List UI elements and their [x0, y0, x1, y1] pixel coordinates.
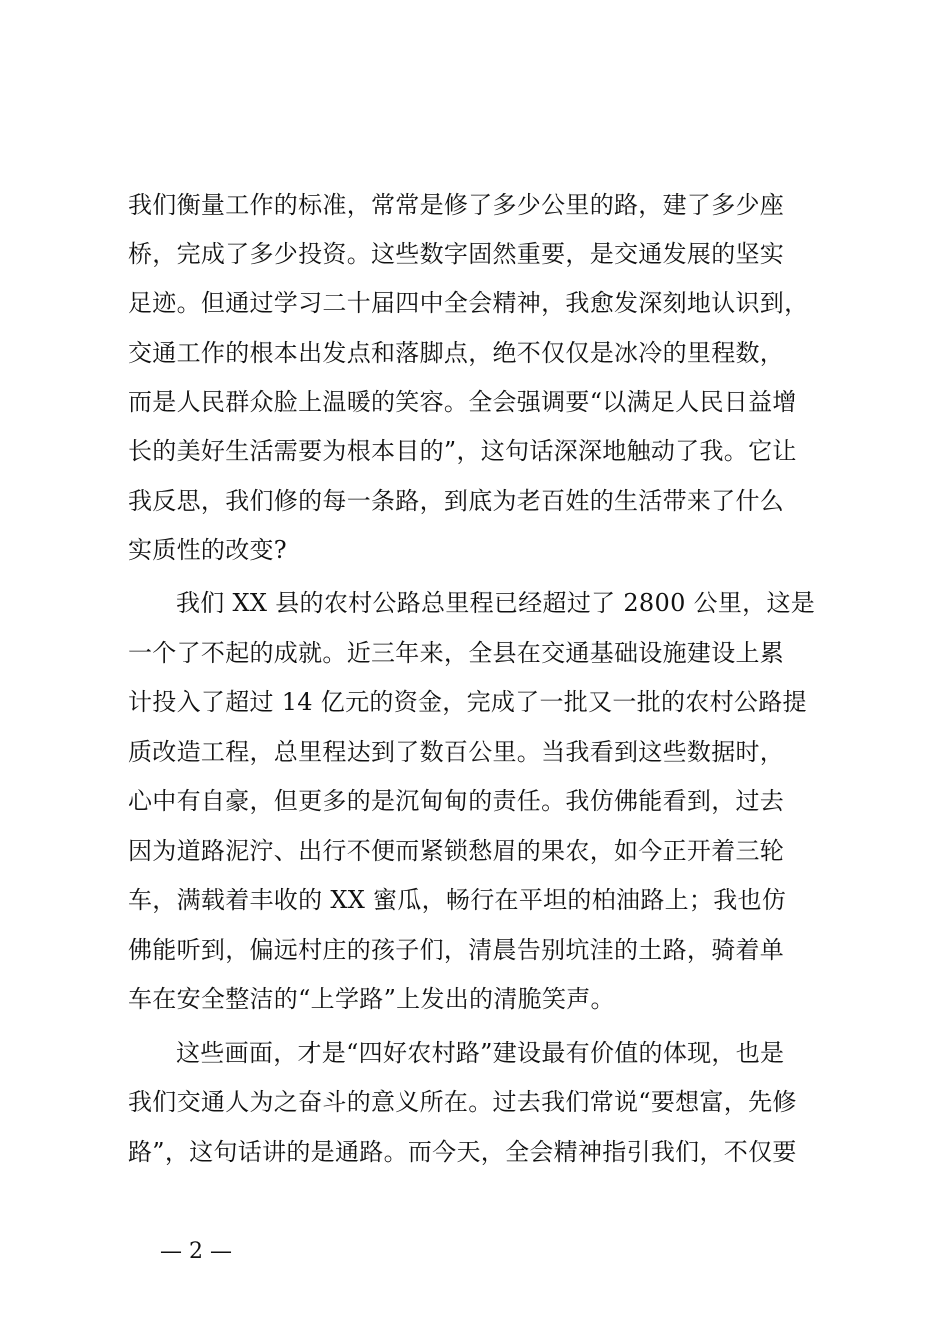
paragraph-3-line-1: 这些画面，才是“四好农村路”建设最有价值的体现，也是 — [176, 1039, 785, 1067]
paragraph-2-line-5: 心中有自豪，但更多的是沉甸甸的责任。我仿佛能看到，过去 — [128, 787, 785, 815]
paragraph-1-line-7: 我反思，我们修的每一条路，到底为老百姓的生活带来了什么 — [128, 487, 785, 515]
paragraph-3-line-2: 我们交通人为之奋斗的意义所在。过去我们常说“要想富，先修 — [128, 1088, 797, 1116]
paragraph-2-line-2: 一个了不起的成就。近三年来，全县在交通基础设施建设上累 — [128, 639, 785, 667]
paragraph-2-line-4: 质改造工程，总里程达到了数百公里。当我看到这些数据时， — [128, 738, 785, 766]
paragraph-2-line-7: 车，满载着丰收的 XX 蜜瓜，畅行在平坦的柏油路上；我也仿 — [128, 886, 787, 914]
paragraph-2-line-1: 我们 XX 县的农村公路总里程已经超过了 2800 公里，这是 — [176, 589, 816, 617]
paragraph-1-line-5: 而是人民群众脸上温暖的笑容。全会强调要“以满足人民日益增 — [128, 388, 797, 416]
paragraph-2-line-8: 佛能听到，偏远村庄的孩子们，清晨告别坑洼的土路，骑着单 — [128, 936, 785, 964]
paragraph-1-line-6: 长的美好生活需要为根本目的”，这句话深深地触动了我。它让 — [128, 437, 797, 465]
paragraph-2-line-6: 因为道路泥泞、出行不便而紧锁愁眉的果农，如今正开着三轮 — [128, 837, 785, 865]
paragraph-1-line-3: 足迹。但通过学习二十届四中全会精神，我愈发深刻地认识到， — [128, 289, 809, 317]
paragraph-1-line-8: 实质性的改变? — [128, 536, 287, 564]
paragraph-1-line-4: 交通工作的根本出发点和落脚点，绝不仅仅是冰冷的里程数， — [128, 339, 785, 367]
page-number: — 2 — — [160, 1239, 232, 1264]
paragraph-2-line-3: 计投入了超过 14 亿元的资金，完成了一批又一批的农村公路提 — [128, 688, 807, 716]
paragraph-1-line-2: 桥，完成了多少投资。这些数字固然重要，是交通发展的坚实 — [128, 240, 785, 268]
paragraph-2-line-9: 车在安全整洁的“上学路”上发出的清脆笑声。 — [128, 985, 615, 1013]
paragraph-3-line-3: 路”，这句话讲的是通路。而今天，全会精神指引我们，不仅要 — [128, 1138, 797, 1166]
paragraph-1-line-1: 我们衡量工作的标准，常常是修了多少公里的路，建了多少座 — [128, 191, 785, 219]
